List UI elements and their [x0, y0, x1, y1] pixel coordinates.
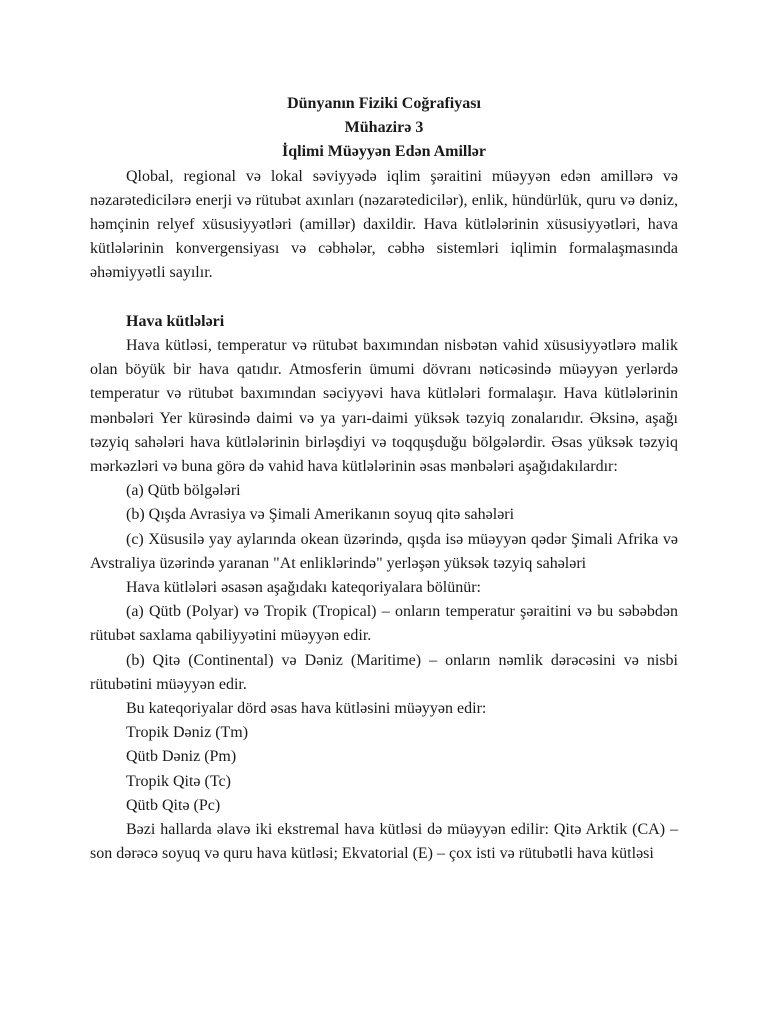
air-mass-type: Qütb Dəniz (Pm)	[126, 748, 237, 766]
four-types-intro: Bu kateqoriyalar dörd əsas hava kütləsini müəyyən edir:	[126, 700, 487, 718]
source-item: (b) Qışda Avrasiya və Şimali Amerikanın soyuq qitə sahələri	[126, 506, 515, 524]
lecture-number: Mühazirə 3	[344, 119, 424, 137]
course-title: Dünyanın Fiziki Coğrafiyası	[287, 95, 481, 112]
extreme-air-masses: Bəzi hallarda əlavə iki ekstremal hava kütləsi də müəyyən edilir: Qitə Arktik (CA) – son dərəcə soyuq və quru hava kütləsi; Ekvatorial (E) – çox isti və rütubətli hava kütləsi	[90, 821, 678, 863]
category-item: (b) Qitə (Continental) və Dəniz (Maritime) – onların nəmlik dərəcəsini və nisbi rütubətini müəyyən edir.	[90, 651, 678, 693]
source-item: (c) Xüsusilə yay aylarında okean üzərində, qışda isə müəyyən qədər Şimali Afrika və Avstraliya üzərində yaranan "At enliklərində" yerləşən yüksək təzyiq sahələri	[90, 530, 678, 572]
source-item: (a) Qütb bölgələri	[126, 482, 241, 500]
lecture-topic: İqlimi Müəyyən Edən Amillər	[282, 143, 486, 161]
intro-paragraph: Qlobal, regional və lokal səviyyədə iqlim şəraitini müəyyən edən amillərə və nəzarətedicilərə enerji və rütubət axınları (nəzarətedicilər), enlik, hündürlük, quru və dəniz, həmçinin relyef xüsusiyyətləri (amillər) daxildir. Hava kütlələrinin xüsusiyyətləri, hava kütlələrinin konvergensiyası və cəbhələr, cəbhə sistemləri iqlimin formalaşmasında əhəmiyyətli sayılır.	[90, 167, 678, 282]
category-item: (a) Qütb (Polyar) və Tropik (Tropical) – onların temperatur şəraitini və bu səbəbdən rütubət saxlama qabiliyyətini müəyyən edir.	[90, 603, 678, 645]
section-title-air-masses: Hava kütlələri	[126, 312, 225, 330]
air-mass-definition: Hava kütləsi, temperatur və rütubət baxımından nisbətən vahid xüsusiyyətlərə malik olan böyük bir hava qatıdır. Atmosferin ümumi dövranı nəticəsində müəyyən yerlərdə temperatur və rütubət baxımından səciyyəvi hava kütlələri formalaşır. Hava kütlələrinin mənbələri Yer kürəsində daimi və ya yarı-daimi yüksək təzyiq zonalarıdır. Əksinə, aşağı təzyiq sahələri hava kütlələrinin birləşdiyi və toqquşduğu bölgələrdir. Əsas yüksək təzyiq mərkəzləri və buna görə də vahid hava kütlələrinin əsas mənbələri aşağıdakılardır:	[90, 337, 678, 476]
document-page	[90, 92, 678, 866]
air-mass-type: Tropik Qitə (Tc)	[126, 772, 231, 790]
categories-intro: Hava kütlələri əsasən aşağıdakı kateqoriyalara bölünür:	[126, 579, 481, 597]
air-mass-type: Qütb Qitə (Pc)	[126, 796, 221, 814]
section-spacer	[90, 286, 678, 310]
air-mass-type: Tropik Dəniz (Tm)	[126, 724, 249, 742]
